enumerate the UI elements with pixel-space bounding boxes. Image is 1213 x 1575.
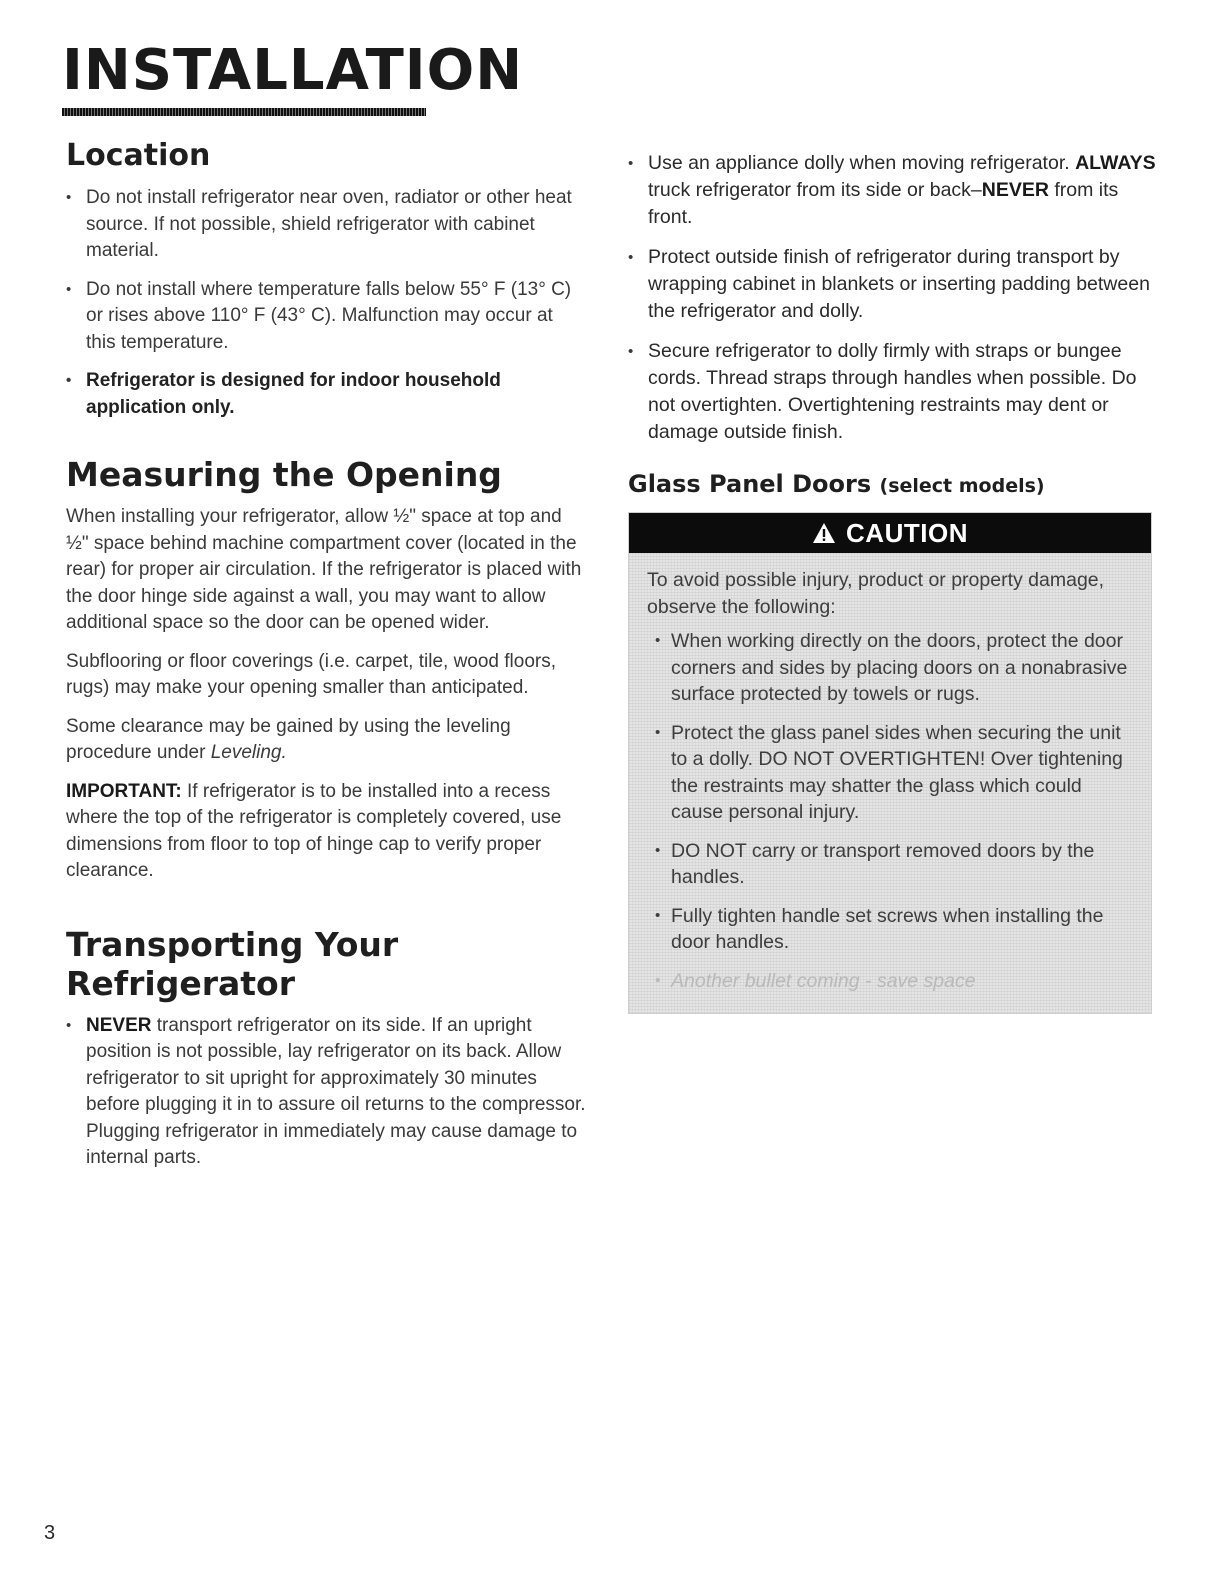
measuring-paragraph bbox=[66, 714, 586, 767]
measuring-heading: Measuring the Opening bbox=[66, 455, 502, 494]
list-item: • Protect outside finish of refrigerator during transport by wrapping cabinet in blankets or inserting padding between the refrigerator and dolly. bbox=[628, 244, 1158, 325]
warning-triangle-icon bbox=[812, 522, 836, 544]
leveling-reference: Leveling. bbox=[210, 742, 287, 763]
transporting-list bbox=[66, 1013, 586, 1172]
list-item-text: from its front. bbox=[648, 179, 1119, 228]
list-item: • Do not install where temperature falls below 55° F (13° C) or rises above 110° F (43° C). Malfunction may occur at this temperature. bbox=[66, 277, 586, 357]
important-label: IMPORTANT: bbox=[66, 780, 182, 802]
caution-intro: To avoid possible injury, product or property damage, observe the following: bbox=[647, 569, 1105, 618]
list-item: • DO NOT carry or transport removed doors by the handles. bbox=[647, 838, 1133, 891]
caution-body bbox=[629, 553, 1151, 994]
caution-box bbox=[628, 512, 1152, 1014]
list-item: • When working directly on the doors, protect the door corners and sides by placing doors on a nonabrasive surface protected by towels or rugs. bbox=[647, 628, 1133, 708]
location-heading: Location bbox=[66, 138, 211, 173]
paragraph-text: Some clearance may be gained by using the leveling procedure under bbox=[66, 715, 511, 763]
caution-label: CAUTION bbox=[846, 517, 968, 548]
transport-tips-list bbox=[628, 150, 1158, 446]
list-item-text: transport refrigerator on its side. If an upright position is not possible, lay refrigerator on its back. Allow refrigerator to sit upright for approximately 30 minutes before plugging it in to assure oil returns to the compressor. Plugging refrigerator in immediately may cause damage to internal parts. bbox=[86, 1014, 586, 1168]
page-title: INSTALLATION bbox=[62, 38, 524, 103]
caution-list bbox=[647, 628, 1133, 994]
location-list bbox=[66, 185, 586, 421]
list-item-text: Use an appliance dolly when moving refrigerator. bbox=[648, 152, 1076, 174]
list-item: • Secure refrigerator to dolly firmly with straps or bungee cords. Thread straps through handles when possible. Do not overtighten. Overtightening restraints may dent or damage outside finish. bbox=[628, 338, 1158, 446]
important-text: If refrigerator is to be installed into a recess where the top of the refrigerator is completely covered, use dimensions from floor to top of hinge cap to verify proper clearance. bbox=[66, 780, 562, 881]
never-label: NEVER bbox=[86, 1014, 152, 1036]
transporting-heading: Transporting Your Refrigerator bbox=[66, 924, 399, 1003]
list-item: • Do not install refrigerator near oven, radiator or other heat source. If not possible, shield refrigerator with cabinet material. bbox=[66, 185, 586, 265]
left-column bbox=[66, 138, 586, 1184]
list-item: • Refrigerator is designed for indoor household application only. bbox=[66, 368, 586, 421]
list-item-text: truck refrigerator from its side or back– bbox=[648, 179, 982, 201]
always-label: ALWAYS bbox=[1075, 152, 1156, 174]
important-note bbox=[66, 779, 586, 885]
title-underline bbox=[62, 108, 426, 116]
measuring-paragraph: Subflooring or floor coverings (i.e. carpet, tile, wood floors, rugs) may make your opening smaller than anticipated. bbox=[66, 650, 557, 698]
page-number: 3 bbox=[44, 1522, 56, 1544]
glass-panel-title: Glass Panel Doors bbox=[628, 470, 872, 498]
caution-bar bbox=[629, 513, 1151, 553]
list-item bbox=[66, 1013, 586, 1172]
measuring-paragraph: When installing your refrigerator, allow ½" space at top and ½" space behind machine compartment cover (located in the rear) for proper air circulation. If the refrigerator is placed with the door hinge side against a wall, you may want to allow additional space so the door can be opened wider. bbox=[66, 506, 582, 633]
list-item: • Another bullet coming - save space bbox=[647, 968, 1133, 995]
never-label: NEVER bbox=[981, 179, 1049, 201]
right-column bbox=[628, 150, 1158, 1014]
glass-panel-heading bbox=[628, 470, 1158, 498]
glass-panel-subtitle: (select models) bbox=[879, 475, 1045, 497]
list-item: • Protect the glass panel sides when securing the unit to a dolly. DO NOT OVERTIGHTEN! Over tightening the restraints may shatter the glass which could cause personal injury. bbox=[647, 720, 1133, 826]
list-item: • Fully tighten handle set screws when installing the door handles. bbox=[647, 903, 1133, 956]
list-item bbox=[628, 150, 1158, 231]
